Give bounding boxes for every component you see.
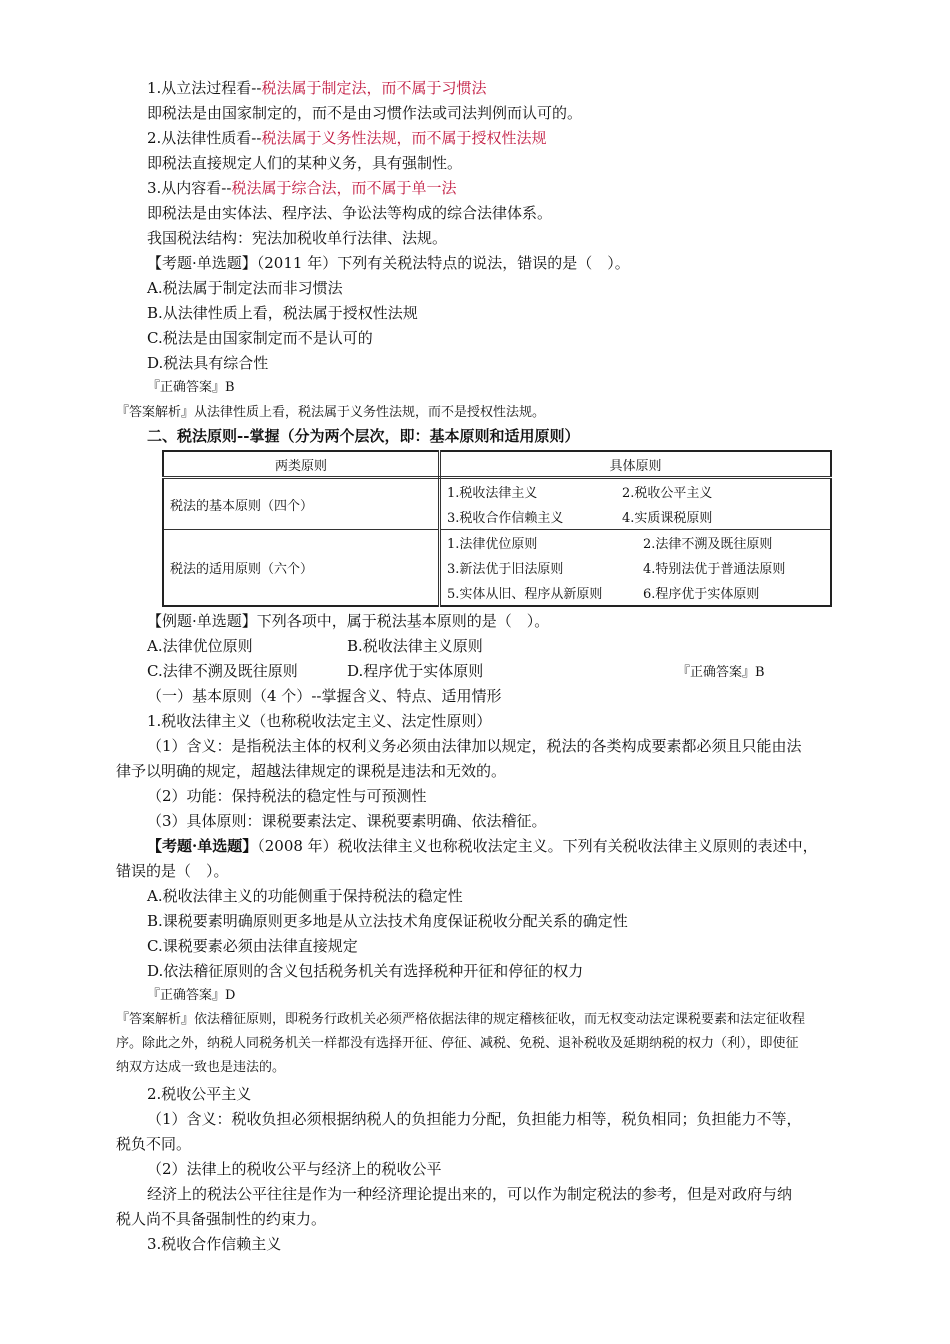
option-c: C.课税要素必须由法律直接规定 <box>147 937 358 955</box>
answer-explanation: 『答案解析』从法律性质上看，税法属于义务性法规，而不是授权性法规。 <box>116 405 546 420</box>
answer-explanation: 纳双方达成一致也是违法的。 <box>116 1060 286 1075</box>
point-content <box>147 178 456 198</box>
principle-item: 3.新法优于旧法原则 <box>447 562 564 577</box>
paragraph: 即税法是由实体法、程序法、争讼法等构成的综合法律体系。 <box>147 204 553 222</box>
item-heading: 2.税收公平主义 <box>147 1085 252 1103</box>
option-a: A.法律优位原则 <box>147 637 253 655</box>
correct-answer: 『正确答案』B <box>677 665 765 680</box>
item-heading: 3.税收合作信赖主义 <box>147 1235 282 1253</box>
item-heading: 1.税收法律主义（也称税收法定主义、法定性原则） <box>147 712 492 730</box>
point-legal-nature <box>147 128 546 148</box>
table-row <box>163 530 831 607</box>
principle-item: 2.税收公平主义 <box>622 486 713 501</box>
principle-item: 1.法律优位原则 <box>447 537 538 552</box>
table-header-cell: 具体原则 <box>440 451 832 478</box>
paragraph: 税人尚不具备强制性的约束力。 <box>116 1210 327 1228</box>
option-d: D.程序优于实体原则 <box>347 662 484 680</box>
option-b: B.课税要素明确原则更多地是从立法技术角度保证税收分配关系的确定性 <box>147 912 628 930</box>
point-label: 3.从内容看-- <box>147 179 232 197</box>
option-b: B.税收法律主义原则 <box>347 637 483 655</box>
principle-item: 3.税收合作信赖主义 <box>447 511 564 526</box>
paragraph: 即税法是由国家制定的，而不是由习惯作法或司法判例而认可的。 <box>147 104 583 122</box>
table-header-row <box>163 451 831 478</box>
principle-item: 6.程序优于实体原则 <box>643 587 760 602</box>
point-label: 2.从法律性质看-- <box>147 129 262 147</box>
question-stem <box>147 836 818 856</box>
option-b: B.从法律性质上看，税法属于授权性法规 <box>147 304 418 322</box>
correct-answer: 『正确答案』D <box>147 988 236 1003</box>
option-a: A.税收法律主义的功能侧重于保持税法的稳定性 <box>147 887 463 905</box>
point-legislative-process <box>147 78 486 98</box>
table-row <box>163 478 831 530</box>
principle-item: 4.特别法优于普通法原则 <box>643 562 786 577</box>
table-header-cell: 两类原则 <box>163 451 440 478</box>
paragraph: 我国税法结构：宪法加税收单行法律、法规。 <box>147 229 448 247</box>
table-category-cell: 税法的适用原则（六个） <box>163 530 440 607</box>
question-stem: 【考题·单选题】（2011 年）下列有关税法特点的说法，错误的是（ ）。 <box>147 254 630 272</box>
paragraph: （1）含义：税收负担必须根据纳税人的负担能力分配，负担能力相等，税负相同；负担能力不等， <box>147 1110 802 1128</box>
question-text: （2008 年）税收法律主义也称税收法定主义。下列有关税收法律主义原则的表述中， <box>257 837 818 855</box>
question-tag: 【考题·单选题】 <box>147 837 258 855</box>
principle-item: 5.实体从旧、程序从新原则 <box>447 587 603 602</box>
section-heading: 二、税法原则--掌握（分为两个层次，即：基本原则和适用原则） <box>147 427 580 445</box>
answer-explanation: 『答案解析』依法稽征原则，即税务行政机关必须严格依据法律的规定稽核征收，而无权变动法定课税要素和法定征收程 <box>116 1012 806 1027</box>
paragraph: 税负不同。 <box>116 1135 192 1153</box>
principle-item: 4.实质课税原则 <box>622 511 713 526</box>
option-d: D.税法具有综合性 <box>147 354 269 372</box>
table-items-cell <box>440 530 832 607</box>
paragraph: （2）功能：保持税法的稳定性与可预测性 <box>147 787 427 805</box>
principles-table <box>162 450 832 607</box>
question-stem-continued: 错误的是（ ）。 <box>116 862 229 880</box>
principle-item: 1.税收法律主义 <box>447 486 538 501</box>
option-d: D.依法稽征原则的含义包括税务机关有选择税种开征和停征的权力 <box>147 962 584 980</box>
point-label: 1.从立法过程看-- <box>147 79 262 97</box>
question-stem: 【例题·单选题】下列各项中，属于税法基本原则的是（ ）。 <box>147 612 550 630</box>
paragraph: 即税法直接规定人们的某种义务，具有强制性。 <box>147 154 463 172</box>
paragraph: （1）含义：是指税法主体的权利义务必须由法律加以规定，税法的各类构成要素都必须且只能由法 <box>147 737 802 755</box>
highlight-text: 税法属于义务性法规，而不属于授权性法规 <box>261 129 547 147</box>
paragraph: （2）法律上的税收公平与经济上的税收公平 <box>147 1160 442 1178</box>
option-c: C.法律不溯及既往原则 <box>147 662 298 680</box>
paragraph: 律予以明确的规定，超越法律规定的课税是违法和无效的。 <box>116 762 507 780</box>
option-a: A.税法属于制定法而非习惯法 <box>147 279 343 297</box>
correct-answer: 『正确答案』B <box>147 380 235 395</box>
option-c: C.税法是由国家制定而不是认可的 <box>147 329 373 347</box>
principle-item: 2.法律不溯及既往原则 <box>643 537 773 552</box>
highlight-text: 税法属于制定法，而不属于习惯法 <box>261 79 487 97</box>
answer-explanation: 序。除此之外，纳税人同税务机关一样都没有选择开征、停征、减税、免税、退补税收及延期纳税的权力（利），即使征 <box>116 1036 799 1051</box>
paragraph: 经济上的税法公平往往是作为一种经济理论提出来的，可以作为制定税法的参考，但是对政府与纳 <box>147 1185 793 1203</box>
highlight-text: 税法属于综合法，而不属于单一法 <box>231 179 457 197</box>
table-category-cell: 税法的基本原则（四个） <box>163 478 440 530</box>
subsection-heading: （一）基本原则（4 个）--掌握含义、特点、适用情形 <box>147 687 502 705</box>
paragraph: （3）具体原则：课税要素法定、课税要素明确、依法稽征。 <box>147 812 547 830</box>
table-items-cell <box>440 478 832 530</box>
